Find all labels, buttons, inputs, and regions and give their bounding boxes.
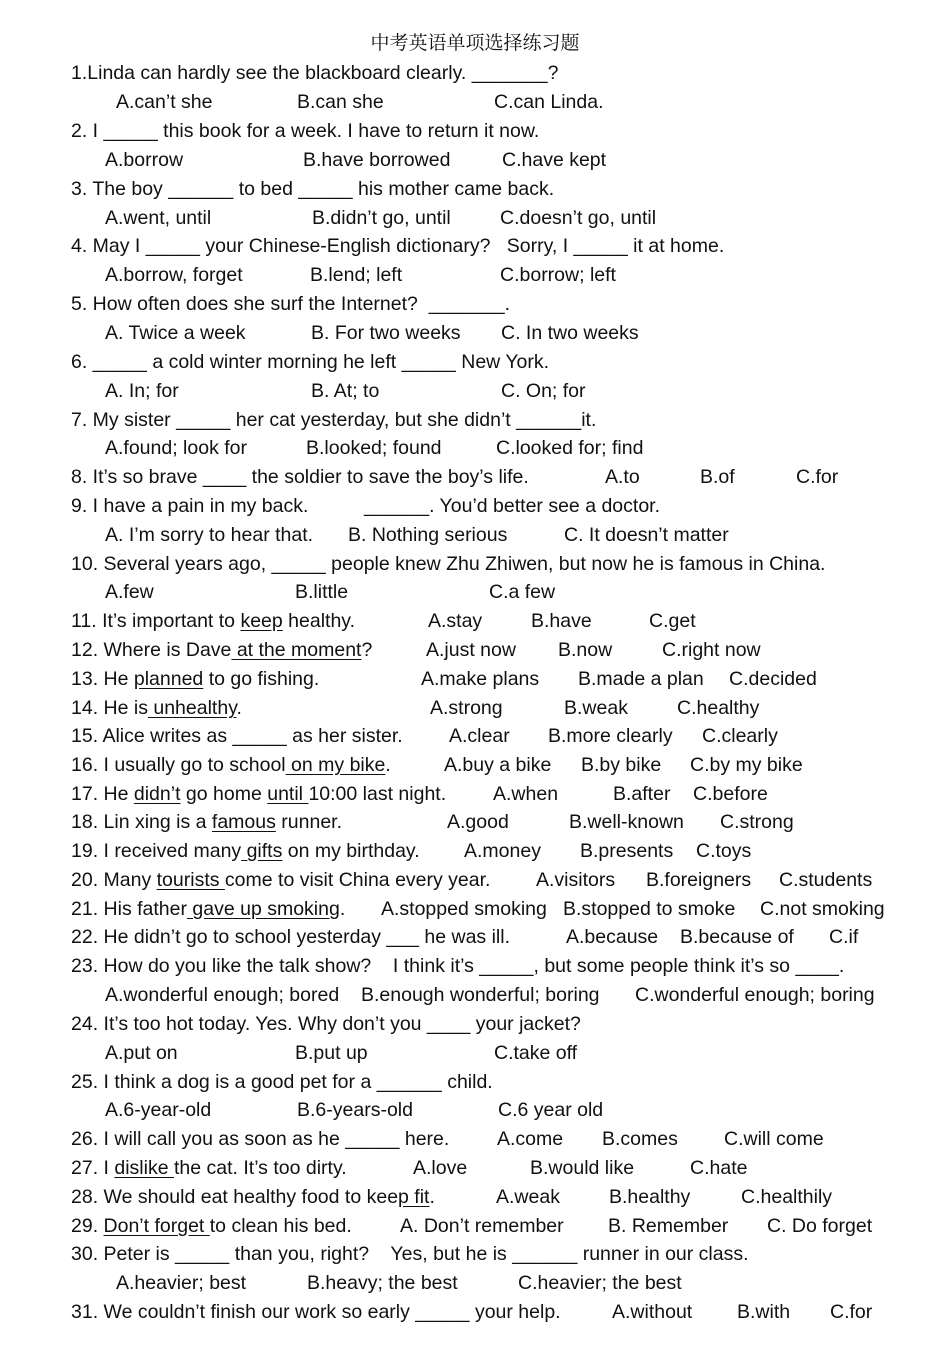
text-run: A.just now [426,639,516,661]
answer-option [677,696,759,720]
answer-option [310,263,402,287]
text-run: 7. My sister _____ her cat yesterday, but she didn’t ______it. [71,409,597,431]
text-run: C.will come [724,1128,824,1150]
text-run: B.little [295,581,349,603]
answer-option [531,609,592,633]
answer-option [297,1098,413,1122]
underlined-phrase: until [267,783,309,805]
answer-option [381,897,547,921]
text-run: C.strong [720,811,794,833]
question-line [105,983,339,1007]
text-run: C.healthily [741,1186,833,1208]
text-run: 8. It’s so brave ____ the soldier to save the boy’s life. [71,466,529,488]
text-run: B.didn’t go, until [312,207,451,229]
underlined-phrase: gave up smoking [186,898,340,920]
text-run: 14. He is [71,697,148,719]
question-line [71,61,558,85]
page-title: 中考英语单项选择练习题 [370,32,580,54]
answer-option [779,868,872,892]
underlined-phrase: planned [133,668,204,690]
answer-option [297,90,384,114]
text-run: B. At; to [311,380,380,402]
text-run: A. In; for [105,380,179,402]
question-line [71,408,596,432]
text-run: C.get [649,610,696,632]
text-run: C.by my bike [690,754,803,776]
text-run: C.healthy [677,697,760,719]
text-run: A.come [497,1128,564,1150]
answer-option [498,1098,603,1122]
answer-option [729,667,817,691]
text-run: 19. I received many [71,840,242,862]
answer-option [364,494,660,518]
text-run: come to visit China every year. [224,869,491,891]
text-run: 24. It’s too hot today. Yes. Why don’t you ____ your jacket? [71,1013,581,1035]
answer-option [530,1156,634,1180]
answer-option [563,897,735,921]
text-run: 10:00 last night. [308,783,447,805]
text-run: B.enough wonderful; boring [361,984,600,1006]
answer-option [558,638,612,662]
text-run: A.love [413,1157,468,1179]
answer-option [493,782,558,806]
answer-option [578,667,704,691]
question-line [71,465,529,489]
text-run: C.if [829,926,859,948]
underlined-phrase: Don’t forget [103,1215,210,1237]
text-run: A.few [105,581,154,603]
text-run: B.can she [297,91,384,113]
underlined-phrase: unhealthy [147,697,237,719]
text-run: A.weak [496,1186,560,1208]
text-run: C. On; for [501,380,586,402]
text-run: B.comes [602,1128,678,1150]
text-run: healthy. [282,610,356,632]
text-run: 4. May I _____ your Chinese-English dictionary? Sorry, I _____ it at home. [71,235,725,257]
text-run: B.by bike [581,754,662,776]
text-run: B.weak [564,697,628,719]
text-run: 27. I [71,1157,115,1179]
question-line [71,350,549,374]
text-run: 30. Peter is _____ than you, right? Yes, but he is ______ runner in our class. [71,1243,749,1265]
text-run: 26. I will call you as soon as he _____ here. [71,1128,450,1150]
text-run: B.of [700,466,735,488]
answer-option [580,839,673,863]
text-run: 13. He [71,668,134,690]
text-run: C.clearly [702,725,778,747]
answer-option [348,523,507,547]
text-run: B.presents [580,840,674,862]
answer-option [548,724,673,748]
answer-option [496,436,643,460]
answer-option [737,1300,790,1324]
text-run: 10. Several years ago, _____ people knew Zhu Zhiwen, but now he is famous in China. [71,553,826,575]
text-run: 15. Alice writes as _____ as her sister. [71,725,403,747]
answer-option [464,839,541,863]
text-run: 22. He didn’t go to school yesterday ___ he was ill. [71,926,511,948]
text-run: 1.Linda can hardly see the blackboard clearly. _______? [71,62,559,84]
underlined-phrase: on my bike [285,754,386,776]
text-run: A.borrow, forget [105,264,243,286]
question-line [71,753,391,777]
text-run: 9. I have a pain in my back. [71,495,309,517]
question-line [71,667,319,691]
answer-option [760,897,885,921]
question-line [71,696,242,720]
answer-option [501,321,639,345]
question-line [71,897,345,921]
question-line [71,810,342,834]
underlined-phrase: at the moment [231,639,362,661]
text-run: A.stay [428,610,483,632]
answer-option [536,868,615,892]
text-run: A.can’t she [116,91,213,113]
text-run: B.6-years-old [297,1099,413,1121]
text-run: . [385,754,391,776]
text-run: 23. How do you like the talk show? I think it’s _____, but some people think it’s so ____. [71,955,845,977]
text-run: C.take off [494,1042,578,1064]
text-run: B.would like [530,1157,635,1179]
text-run: C.before [693,783,768,805]
question-line [71,782,446,806]
answer-option [311,379,379,403]
answer-option [581,753,661,777]
text-run: C.6 year old [498,1099,604,1121]
text-run: 25. I think a dog is a good pet for a ______ child. [71,1071,493,1093]
answer-option [608,1214,728,1238]
question-line [105,321,246,345]
text-run: B. Remember [608,1215,729,1237]
answer-option [307,1271,458,1295]
question-line [71,1156,347,1180]
question-line [71,638,372,662]
question-line [71,868,490,892]
question-line [105,379,179,403]
answer-option [497,1127,563,1151]
text-run: A.heavier; best [116,1272,247,1294]
answer-option [693,782,768,806]
text-run: A.wonderful enough; bored [105,984,340,1006]
answer-option [449,724,510,748]
text-run: A.visitors [536,869,616,891]
text-run: C.wonderful enough; boring [635,984,875,1006]
answer-option [303,148,450,172]
answer-option [502,148,606,172]
text-run: C. It doesn’t matter [564,524,729,546]
text-run: A.buy a bike [444,754,552,776]
question-line [71,609,355,633]
text-run: C.decided [729,668,817,690]
question-line [71,1185,435,1209]
text-run: A.strong [430,697,503,719]
text-run: A.because [566,926,659,948]
answer-option [518,1271,682,1295]
question-line [71,234,724,258]
text-run: B. For two weeks [311,322,461,344]
text-run: 18. Lin xing is a [71,811,212,833]
question-line [71,119,539,143]
text-run: C.can Linda. [494,91,604,113]
answer-option [426,638,516,662]
question-line [71,1070,493,1094]
answer-option [500,206,656,230]
answer-option [720,810,794,834]
text-run: C.not smoking [760,898,885,920]
text-run: . [339,898,346,920]
underlined-phrase: p fit [398,1186,430,1208]
text-run: 2. I _____ this book for a week. I have to return it now. [71,120,540,142]
question-line [105,436,247,460]
question-line [105,523,313,547]
answer-option [796,465,838,489]
answer-option [295,1041,368,1065]
underlined-phrase: didn’t [133,783,181,805]
text-run: 11. It’s important to [71,610,241,632]
text-run: 5. How often does she surf the Internet? _______. [71,293,511,315]
question-line [71,839,420,863]
answer-option [564,696,628,720]
text-run: A.make plans [421,668,540,690]
answer-option [646,868,751,892]
text-run: C.a few [489,581,556,603]
text-run: C.doesn’t go, until [500,207,657,229]
text-run: A.put on [105,1042,178,1064]
text-run: to go fishing. [203,668,320,690]
question-line [105,263,243,287]
text-run: C. Do forget [767,1215,873,1237]
text-run: 21. His father [71,898,187,920]
text-run: 6. _____ a cold winter morning he left _____ New York. [71,351,550,373]
answer-option [605,465,640,489]
text-run: C.right now [662,639,761,661]
answer-option [566,925,658,949]
answer-option [501,379,586,403]
question-line [105,1098,211,1122]
text-run: A.money [464,840,541,862]
text-run: A. Don’t remember [400,1215,564,1237]
text-run: B. Nothing serious [348,524,508,546]
underlined-phrase: tourists [156,869,225,891]
text-run: A.to [605,466,640,488]
text-run: B.stopped to smoke [563,898,736,920]
underlined-phrase: dislike [114,1157,174,1179]
text-run: B.lend; left [310,264,403,286]
text-run: B.well-known [569,811,684,833]
answer-option [564,523,729,547]
text-run: A. I’m sorry to hear that. [105,524,314,546]
text-run: A.stopped smoking [381,898,547,920]
answer-option [489,580,555,604]
answer-option [494,90,604,114]
underlined-phrase: keep [240,610,283,632]
text-run: C.have kept [502,149,607,171]
text-run: runner. [275,811,343,833]
text-run: A.without [612,1301,693,1323]
answer-option [306,436,442,460]
text-run: C.borrow; left [500,264,616,286]
text-run: A.6-year-old [105,1099,212,1121]
text-run: go home [180,783,268,805]
question-line [71,1214,352,1238]
underlined-phrase: famous [211,811,276,833]
answer-option [444,753,551,777]
text-run: B.looked; found [306,437,442,459]
answer-option [428,609,482,633]
text-run: on my birthday. [282,840,420,862]
answer-option [430,696,503,720]
text-run: C.students [779,869,873,891]
question-line [116,1271,246,1295]
question-line [105,148,183,172]
answer-option [696,839,751,863]
answer-option [680,925,794,949]
text-run: ______. You’d better see a doctor. [364,495,660,517]
answer-option [400,1214,564,1238]
question-line [105,206,211,230]
text-run: 17. He [71,783,134,805]
answer-option [767,1214,872,1238]
text-run: B.put up [295,1042,368,1064]
answer-option [649,609,696,633]
question-line [71,1127,449,1151]
text-run: . [429,1186,435,1208]
answer-option [690,1156,747,1180]
question-line [71,1012,581,1036]
answer-option [494,1041,577,1065]
text-run: ? [361,639,373,661]
question-line [71,292,510,316]
question-line [71,494,308,518]
text-run: B.with [737,1301,791,1323]
question-line [71,552,825,576]
text-run: A.went, until [105,207,212,229]
answer-option [447,810,509,834]
answer-option [700,465,735,489]
text-run: C. In two weeks [501,322,639,344]
text-run: C.hate [690,1157,748,1179]
answer-option [361,983,600,1007]
answer-option [613,782,670,806]
text-run: B.because of [680,926,794,948]
answer-option [413,1156,467,1180]
text-run: C.heavier; the best [518,1272,682,1294]
answer-option [741,1185,832,1209]
text-run: . [236,697,242,719]
text-run: 12. Where is Dave [71,639,232,661]
text-run: 29. [71,1215,104,1237]
text-run: B.after [613,783,671,805]
answer-option [830,1300,872,1324]
text-run: the cat. It’s too dirty. [173,1157,347,1179]
text-run: A. Twice a week [105,322,246,344]
answer-option [635,983,875,1007]
question-line [71,1242,749,1266]
question-line [105,1041,178,1065]
text-run: A.when [493,783,559,805]
text-run: B.healthy [609,1186,691,1208]
text-run: B.heavy; the best [307,1272,458,1294]
question-line [71,1300,561,1324]
answer-option [609,1185,690,1209]
question-line [71,177,554,201]
answer-option [500,263,616,287]
text-run: C.for [830,1301,873,1323]
question-line [71,724,403,748]
answer-option [569,810,684,834]
underlined-phrase: gifts [241,840,283,862]
text-run: C.toys [696,840,752,862]
answer-option [612,1300,692,1324]
answer-option [702,724,778,748]
text-run: B.foreigners [646,869,752,891]
answer-option [602,1127,678,1151]
text-run: B.now [558,639,613,661]
text-run: 20. Many [71,869,157,891]
text-run: 28. We should eat healthy food to kee [71,1186,399,1208]
answer-option [496,1185,560,1209]
text-run: 31. We couldn’t finish our work so early _____ your help. [71,1301,561,1323]
question-line [105,580,154,604]
text-run: B.have [531,610,592,632]
answer-option [421,667,539,691]
text-run: B.more clearly [548,725,673,747]
text-run: A.borrow [105,149,184,171]
answer-option [311,321,461,345]
answer-option [724,1127,824,1151]
question-line [116,90,212,114]
answer-option [295,580,348,604]
text-run: B.made a plan [578,668,704,690]
answer-option [312,206,451,230]
text-run: 16. I usually go to school [71,754,286,776]
question-line [71,954,844,978]
text-run: B.have borrowed [303,149,451,171]
text-run: to clean his bed. [209,1215,352,1237]
text-run: A.clear [449,725,510,747]
text-run: C.for [796,466,839,488]
question-line [71,925,510,949]
text-run: 3. The boy ______ to bed _____ his mother came back. [71,178,555,200]
text-run: C.looked for; find [496,437,644,459]
answer-option [662,638,761,662]
answer-option [690,753,803,777]
text-run: A.found; look for [105,437,248,459]
text-run: A.good [447,811,509,833]
answer-option [829,925,858,949]
